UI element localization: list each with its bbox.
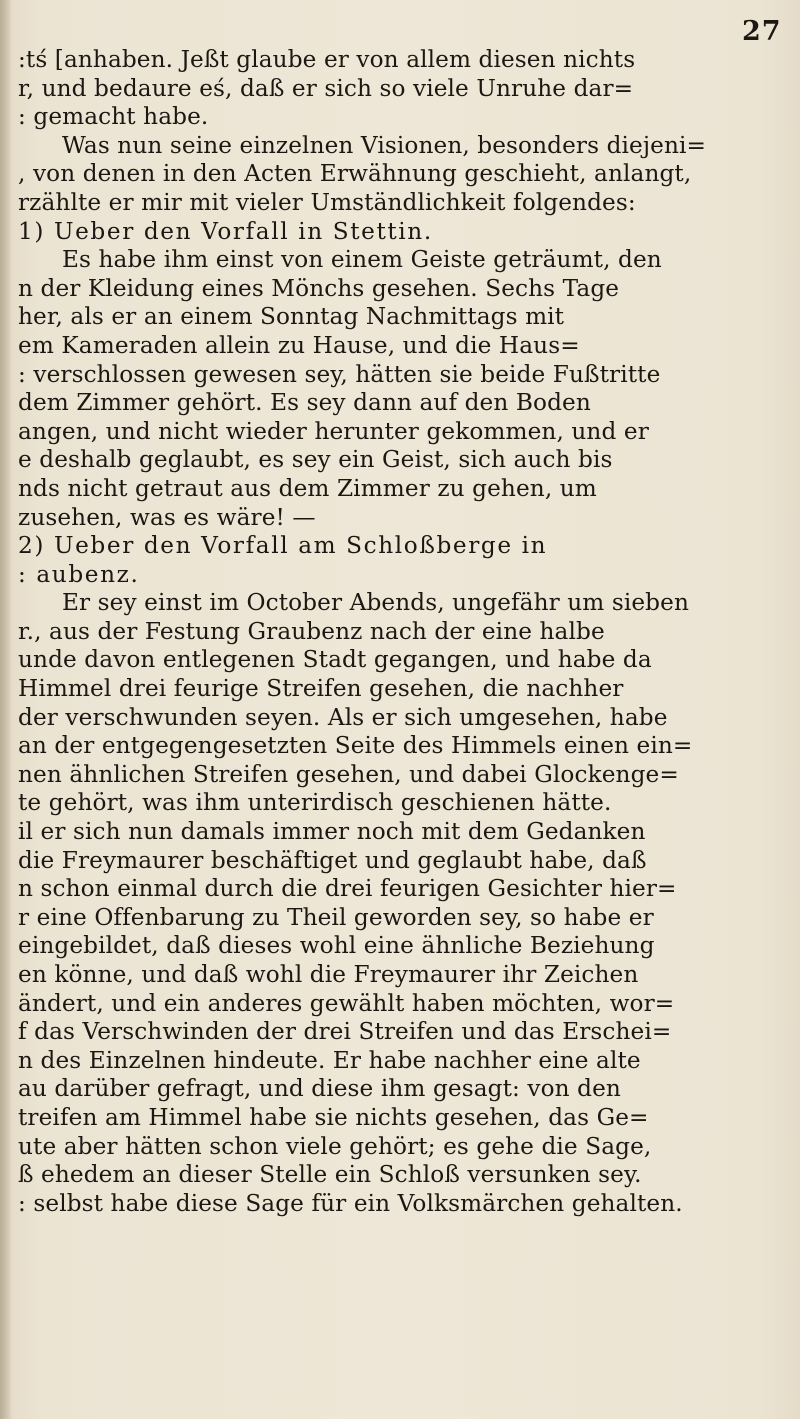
- text-line: ute aber hätten schon viele gehört; es gehe die Sage,: [18, 1132, 652, 1160]
- text-line: die Freymaurer beschäftiget und geglaubt habe, daß: [18, 846, 647, 874]
- text-line: treifen am Himmel habe sie nichts gesehen, das Ge=: [18, 1103, 649, 1131]
- text-line: rzählte er mir mit vieler Umständlichkeit folgendes:: [18, 188, 636, 216]
- text-line: : gemacht habe.: [18, 103, 209, 131]
- text-line: n der Kleidung eines Mönchs gesehen. Sechs Tage: [18, 274, 620, 302]
- text-line: ß ehedem an dieser Stelle ein Schloß versunken sey.: [18, 1161, 642, 1189]
- text-line: Himmel drei feurige Streifen gesehen, die nachher: [18, 675, 624, 703]
- text-line: an der entgegengesetzten Seite des Himmels einen ein=: [18, 732, 693, 760]
- text-line: il er sich nun damals immer noch mit dem Gedanken: [18, 818, 646, 846]
- text-line: angen, und nicht wieder herunter gekommen, und er: [18, 417, 649, 445]
- text-line: her, als er an einem Sonntag Nachmittags mit: [18, 303, 565, 331]
- text-line: :tś [anhaben. Jeßt glaube er von allem diesen nichts: [18, 46, 636, 73]
- text-line: : verschlossen gewesen sey, hätten sie beide Fußtritte: [18, 360, 661, 388]
- text-line: eingebildet, daß dieses wohl eine ähnliche Beziehung: [18, 932, 655, 960]
- text-line: : selbst habe diese Sage für ein Volksmärchen gehalten.: [18, 1189, 683, 1217]
- text-line: e deshalb geglaubt, es sey ein Geist, sich auch bis: [18, 446, 613, 474]
- text-line: Es habe ihm einst von einem Geiste geträumt, den: [62, 246, 662, 274]
- section-heading: 2) Ueber den Vorfall am Schloßberge in: [18, 532, 548, 560]
- text-line: nen ähnlichen Streifen gesehen, und dabei Glockenge=: [18, 760, 679, 788]
- text-line: r., aus der Festung Graubenz nach der eine halbe: [18, 617, 605, 645]
- section-heading: 1) Ueber den Vorfall in Stettin.: [18, 217, 433, 245]
- text-line: Er sey einst im October Abends, ungefähr um sieben: [62, 589, 689, 617]
- text-line: au darüber gefragt, und diese ihm gesagt: von den: [18, 1075, 621, 1103]
- text-line: te gehört, was ihm unterirdisch geschienen hätte.: [18, 789, 612, 817]
- text-line: der verschwunden seyen. Als er sich umgesehen, habe: [18, 703, 668, 731]
- body-text: [18, 46, 788, 1218]
- text-line: nds nicht getraut aus dem Zimmer zu gehen, um: [18, 474, 597, 502]
- text-line: dem Zimmer gehört. Es sey dann auf den Boden: [18, 389, 591, 417]
- page-number: 27: [742, 16, 782, 47]
- text-line: unde davon entlegenen Stadt gegangen, und habe da: [18, 646, 652, 674]
- gutter-shadow: [0, 0, 12, 1419]
- text-line: ändert, und ein anderes gewählt haben möchten, wor=: [18, 989, 675, 1017]
- text-line: r, und bedaure eś, daß er sich so viele Unruhe dar=: [18, 74, 634, 102]
- text-line: f das Verschwinden der drei Streifen und das Erschei=: [18, 1018, 672, 1046]
- text-line: em Kameraden allein zu Hause, und die Haus=: [18, 331, 580, 359]
- text-line: n schon einmal durch die drei feurigen Gesichter hier=: [18, 875, 677, 903]
- text-line: zusehen, was es wäre! —: [18, 503, 316, 531]
- text-line: n des Einzelnen hindeute. Er habe nachher eine alte: [18, 1046, 641, 1074]
- text-line: en könne, und daß wohl die Freymaurer ihr Zeichen: [18, 961, 639, 988]
- text-line: , von denen in den Acten Erwähnung geschieht, anlangt,: [18, 160, 692, 188]
- text-line: r eine Offenbarung zu Theil geworden sey, so habe er: [18, 903, 654, 931]
- text-line: Was nun seine einzelnen Visionen, besonders diejeni=: [62, 131, 707, 159]
- section-heading: : aubenz.: [18, 560, 140, 588]
